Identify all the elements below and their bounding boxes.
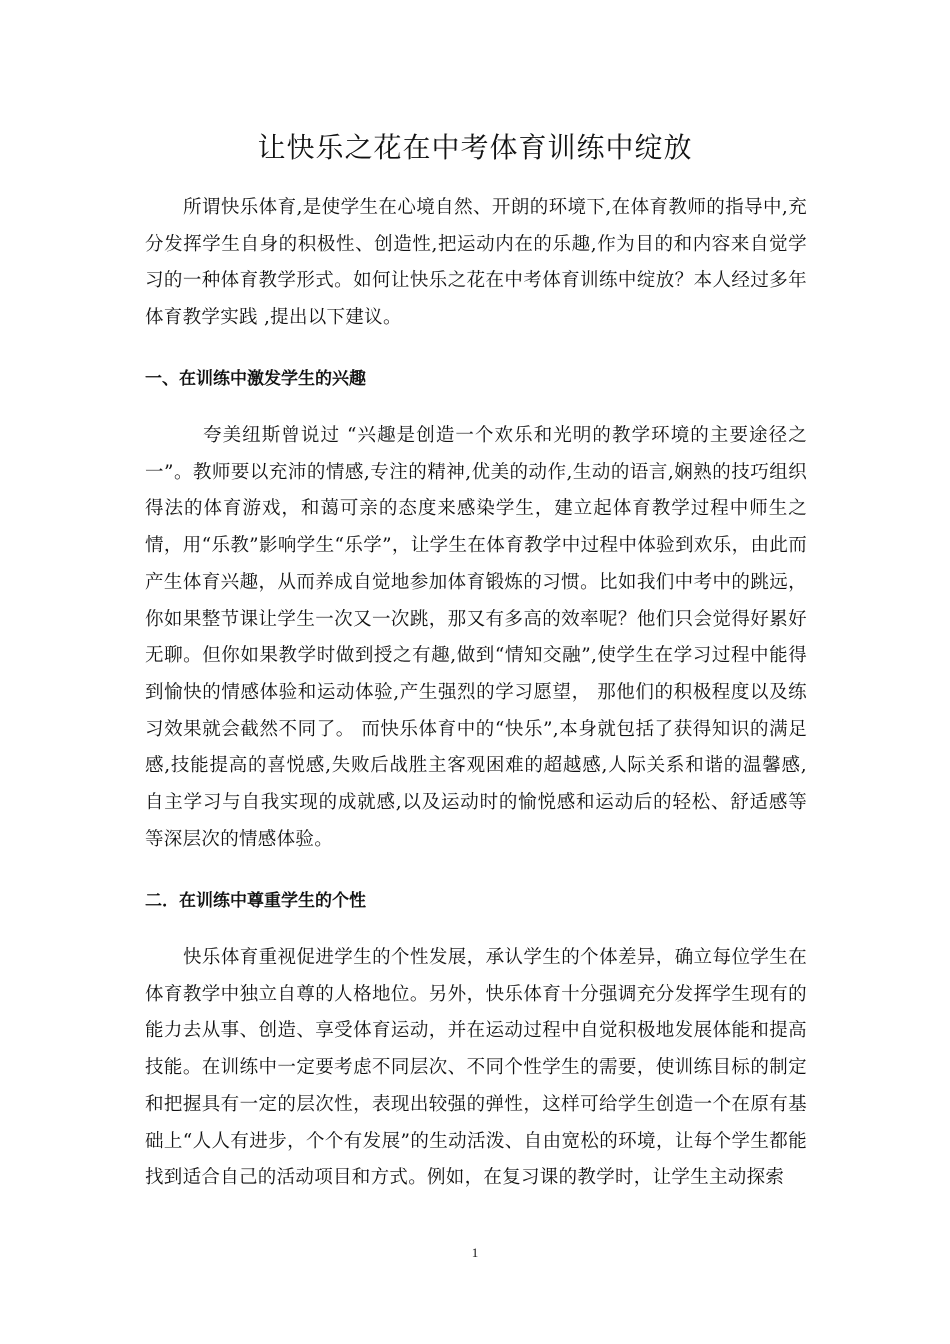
intro-paragraph: 所谓快乐体育,是使学生在心境自然、开朗的环境下,在体育教师的指导中,充分发挥学生自身的积极性、创造性,把运动内在的乐趣,作为目的和内容来自觉学习的一种体育教学形式。如何让快乐之花在中考体育训练中绽放？本人经过多年体育教学实践 ,提出以下建议。: [145, 197, 807, 329]
section-heading-1: 一、在训练中激发学生的兴趣: [145, 369, 366, 389]
document-title: 让快乐之花在中考体育训练中绽放: [257, 131, 693, 164]
section-body-1: 夸美纽斯曾说过 “兴趣是创造一个欢乐和光明的教学环境的主要途径之一”。教师要以充沛的情感,专注的精神,优美的动作,生动的语言,娴熟的技巧组织得法的体育游戏，和蔼可亲的态度来感染学生，建立起体育教学过程中师生之情，用“乐教”影响学生“乐学”，让学生在体育教学中过程中体验到欢乐，由此而产生体育兴趣，从而养成自觉地参加体育锻炼的习惯。比如我们中考中的跳远，你如果整节课让学生一次又一次跳，那又有多高的效率呢？他们只会觉得好累好无聊。但你如果教学时做到授之有趣,做到“情知交融”,使学生在学习过程中能得到愉快的情感体验和运动体验,产生强烈的学习愿望， 那他们的积极程度以及练习效果就会截然不同了。 而快乐体育中的“快乐”,本身就包括了获得知识的满足感,技能提高的喜悦感,失败后战胜主客观困难的超越感,人际关系和谐的温馨感,自主学习与自我实现的成就感,以及运动时的愉悦感和运动后的轻松、舒适感等等深层次的情感体验。: [145, 425, 807, 850]
section-body-2: 快乐体育重视促进学生的个性发展，承认学生的个体差异，确立每位学生在体育教学中独立自尊的人格地位。另外，快乐体育十分强调充分发挥学生现有的能力去从事、创造、享受体育运动，并在运动过程中自觉积极地发展体能和提高技能。在训练中一定要考虑不同层次、不同个性学生的需要，使训练目标的制定和把握具有一定的层次性，表现出较强的弹性，这样可给学生创造一个在原有基础上“人人有进步，个个有发展”的生动活泼、自由宽松的环境，让每个学生都能找到适合自己的活动项目和方式。例如，在复习课的教学时，让学生主动探索: [145, 947, 807, 1189]
page-number: 1: [471, 1245, 479, 1260]
section-heading-2: 二．在训练中尊重学生的个性: [145, 891, 366, 911]
